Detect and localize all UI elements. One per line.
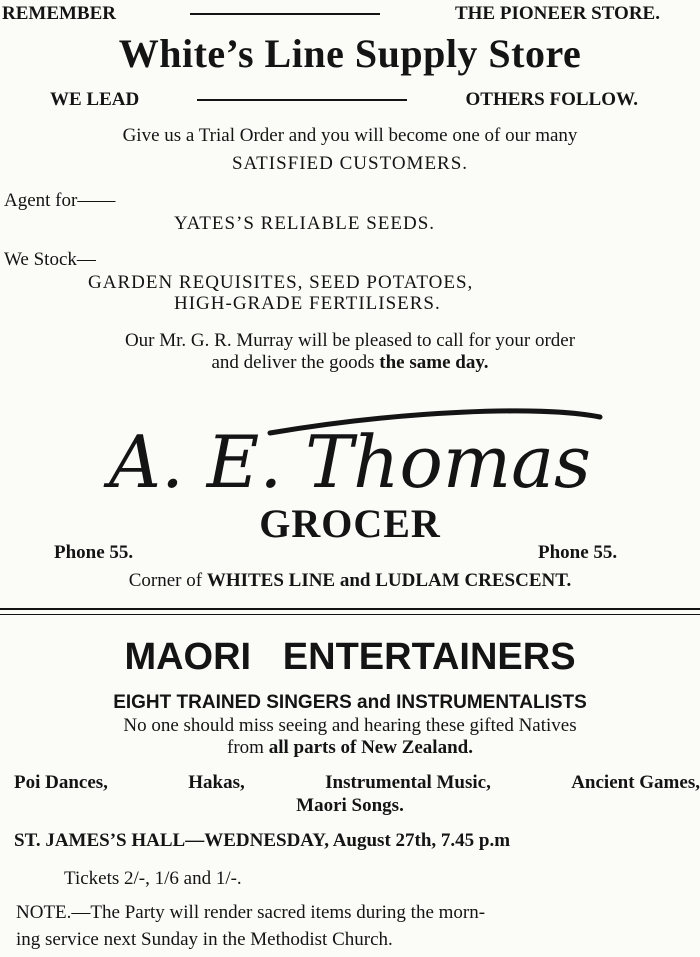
we-lead-rule xyxy=(197,99,407,101)
agent-label: Agent for—— xyxy=(4,190,116,211)
murray-line-2-start: and deliver the goods xyxy=(211,352,375,373)
satisfied-customers: SATISFIED CUSTOMERS. xyxy=(231,153,469,174)
grocer-heading: GROCER xyxy=(259,501,441,546)
note-line-2: ing service next Sunday in the Methodist Church. xyxy=(16,929,393,950)
corner-line xyxy=(0,570,700,592)
act-music: Instrumental Music, xyxy=(325,772,491,793)
corner-text-b: WHITES LINE xyxy=(206,570,336,591)
act-games: Ancient Games, xyxy=(571,772,700,793)
murray-line-2 xyxy=(0,352,700,374)
corner-text-c: and xyxy=(339,570,371,591)
maori-title: MAORI ENTERTAINERS xyxy=(124,636,576,678)
acts-row xyxy=(14,772,700,794)
act-poi: Poi Dances, xyxy=(14,772,108,793)
corner-text-d: LUDLAM CRESCENT. xyxy=(375,570,572,591)
pioneer-text: THE PIONEER STORE. xyxy=(454,3,660,24)
agent-item: YATES’S RELIABLE SEEDS. xyxy=(174,213,436,234)
maori-line-2-end: all parts of New Zealand. xyxy=(268,737,473,758)
maori-line-2 xyxy=(0,737,700,759)
store-name: White’s Line Supply Store xyxy=(118,31,582,76)
acts-line-2: Maori Songs. xyxy=(296,795,404,816)
corner-text-a: Corner of xyxy=(128,570,203,591)
murray-line-1: Our Mr. G. R. Murray will be pleased to call for your order xyxy=(124,330,576,351)
ad-divider-bottom xyxy=(0,614,700,615)
stock-label: We Stock— xyxy=(4,249,96,270)
others-follow-text: OTHERS FOLLOW. xyxy=(465,89,638,110)
remember-row xyxy=(2,3,660,25)
maori-line-2-start: from xyxy=(227,737,264,758)
we-lead-row xyxy=(50,89,638,111)
act-hakas: Hakas, xyxy=(188,772,245,793)
stock-line-2: HIGH-GRADE FERTILISERS. xyxy=(174,293,441,314)
maori-line-1: No one should miss seeing and hearing these gifted Natives xyxy=(123,715,577,736)
we-lead-text: WE LEAD xyxy=(50,89,140,110)
signature-logo xyxy=(0,405,700,515)
ad-divider-top xyxy=(0,608,700,610)
stock-line-1: GARDEN REQUISITES, SEED POTATOES, xyxy=(88,272,474,293)
maori-subtitle: EIGHT TRAINED SINGERS and INSTRUMENTALISTS xyxy=(113,692,587,713)
phone-left: Phone 55. xyxy=(54,542,134,563)
remember-rule xyxy=(190,13,380,15)
phone-right: Phone 55. xyxy=(538,542,618,563)
trial-order-line: Give us a Trial Order and you will become one of our many xyxy=(122,125,578,146)
note-line-1: NOTE.—The Party will render sacred items during the morn- xyxy=(16,902,486,923)
tickets-line: Tickets 2/-, 1/6 and 1/-. xyxy=(64,868,242,889)
signature-text: A. E. Thomas xyxy=(109,420,591,504)
remember-text: REMEMBER xyxy=(2,3,116,24)
same-day-text: the same day. xyxy=(379,352,489,373)
venue-line: ST. JAMES’S HALL—WEDNESDAY, August 27th, 7.45 p.m xyxy=(14,830,511,851)
